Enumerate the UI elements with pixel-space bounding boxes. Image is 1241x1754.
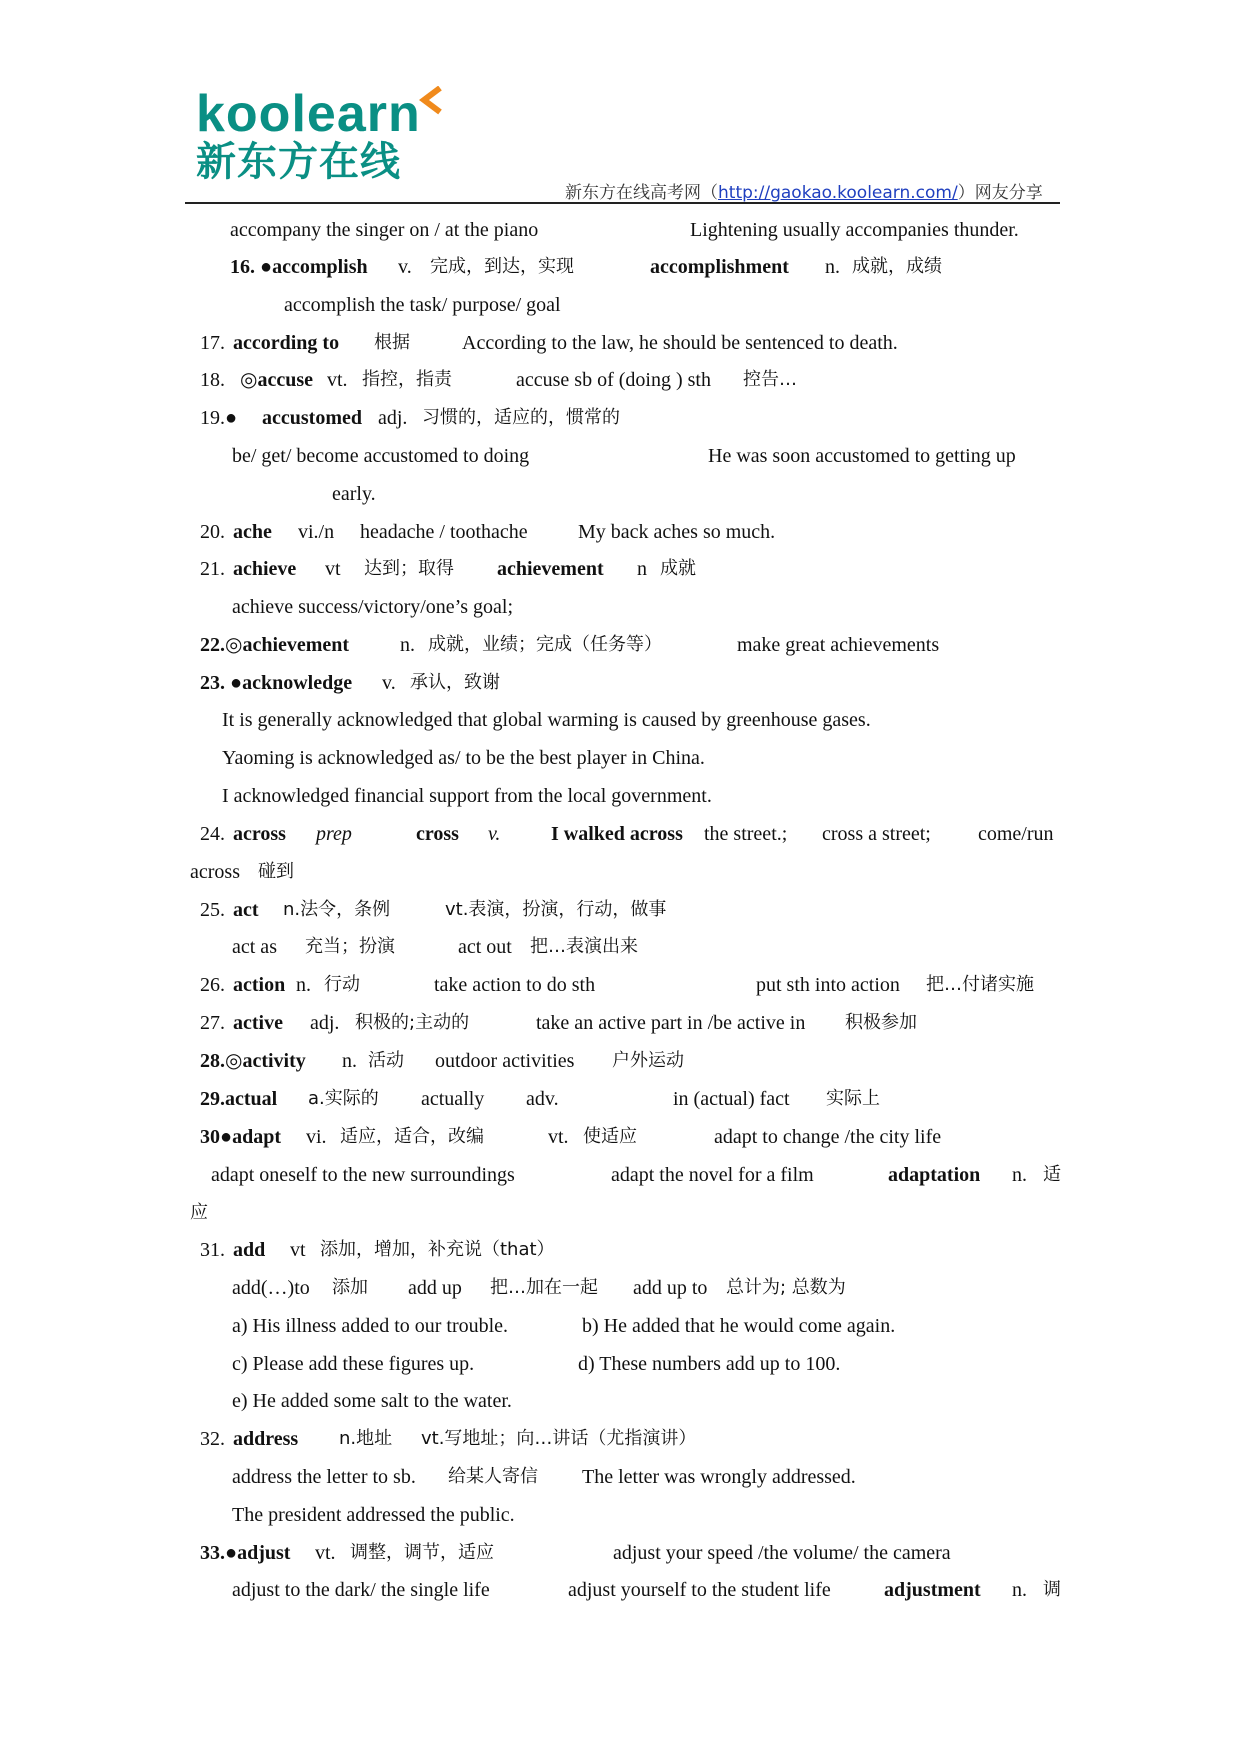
- entry-text: according to: [233, 332, 340, 354]
- entry-text: 适: [1043, 1164, 1061, 1185]
- entry-text: a.实际的: [308, 1088, 379, 1109]
- entry-text: 29.actual: [200, 1088, 278, 1110]
- entry-text: adjust to the dark/ the single life: [232, 1579, 490, 1601]
- entry-text: 25.: [200, 899, 225, 921]
- entry-text: 户外运动: [612, 1050, 684, 1071]
- entry-text: c) Please add these figures up.: [232, 1353, 475, 1375]
- entry-text: 行动: [324, 974, 360, 995]
- logo-chevron-icon: [414, 86, 444, 116]
- entry-text: accomplish the task/ purpose/ goal: [284, 294, 561, 316]
- entry-text: achieve success/victory/one’s goal;: [232, 596, 514, 618]
- entry-text: Yaoming is acknowledged as/ to be the best player in China.: [222, 747, 705, 769]
- entry-text: vi.: [306, 1126, 327, 1148]
- entry-text: According to the law, he should be sentenced to death.: [462, 332, 898, 354]
- entry-text: 达到；取得: [364, 558, 454, 579]
- entry-text: n: [637, 558, 647, 580]
- entry-text: 23. ●acknowledge: [200, 672, 353, 694]
- entry-text: adj.: [310, 1012, 340, 1034]
- header-note: [565, 178, 1043, 203]
- entry-text: 总计为; 总数为: [726, 1277, 846, 1298]
- entry-text: 18.: [200, 369, 225, 391]
- entry-text: vt: [325, 558, 341, 580]
- entry-text: 活动: [368, 1050, 404, 1071]
- entry-text: adjust yourself to the student life: [568, 1579, 831, 1601]
- entry-text: adjustment: [884, 1579, 981, 1601]
- entry-text: cross a street;: [822, 823, 931, 845]
- entry-text: act as: [232, 936, 277, 958]
- entry-text: 调整，调节，适应: [350, 1542, 494, 1563]
- entry-text: n.: [1012, 1579, 1027, 1601]
- entry-text: I walked across: [551, 823, 683, 845]
- entry-text: 习惯的，适应的，惯常的: [422, 407, 620, 428]
- entry-text: outdoor activities: [435, 1050, 575, 1072]
- entry-text: n.: [400, 634, 415, 656]
- entry-text: be/ get/ become accustomed to doing: [232, 445, 530, 467]
- header-note-prefix: 新东方在线高考网（: [565, 183, 718, 203]
- entry-text: come/run: [978, 823, 1054, 845]
- entry-text: 指控，指责: [362, 369, 452, 390]
- entry-text: vt.: [315, 1542, 336, 1564]
- entry-text: vt.: [327, 369, 348, 391]
- entry-text: vt.写地址；向…讲话（尤指演讲）: [421, 1428, 697, 1449]
- entry-text: accuse sb of (doing ) sth: [516, 369, 711, 391]
- entry-text: 19.●: [200, 407, 238, 429]
- entry-text: The president addressed the public.: [232, 1504, 515, 1526]
- entry-text: n.: [342, 1050, 357, 1072]
- entry-text: 控告…: [743, 369, 797, 390]
- entry-text: accompany the singer on / at the piano: [230, 219, 539, 241]
- entry-text: n.地址: [339, 1428, 393, 1449]
- entry-text: the street.;: [704, 823, 788, 845]
- header-link[interactable]: http://gaokao.koolearn.com/: [718, 183, 958, 203]
- entry-text: ◎accuse: [240, 369, 313, 391]
- entry-text: adjust your speed /the volume/ the camera: [613, 1542, 951, 1564]
- entry-text: adaptation: [888, 1164, 981, 1186]
- entry-text: active: [233, 1012, 283, 1034]
- entry-text: 28.◎activity: [200, 1050, 306, 1072]
- entry-text: 适应，适合，改编: [340, 1126, 484, 1147]
- entry-text: 实际上: [826, 1088, 880, 1109]
- entry-text: prep: [316, 823, 352, 845]
- entry-text: headache / toothache: [360, 521, 528, 543]
- entry-text: 21.: [200, 558, 225, 580]
- entry-text: address the letter to sb.: [232, 1466, 416, 1488]
- entry-text: n.法令，条例: [283, 899, 391, 920]
- entry-text: early.: [332, 483, 376, 505]
- entry-text: 调: [1043, 1579, 1061, 1600]
- entry-text: add up: [408, 1277, 462, 1299]
- entry-text: 成就，业绩；完成（任务等）: [428, 634, 662, 655]
- entry-text: 完成，到达，实现: [430, 256, 574, 277]
- entry-text: n.: [1012, 1164, 1027, 1186]
- entry-text: in (actual) fact: [673, 1088, 790, 1110]
- header-note-suffix: ）网友分享: [957, 183, 1043, 203]
- entry-text: adv.: [526, 1088, 559, 1110]
- koolearn-logo: [196, 85, 421, 185]
- entry-text: adapt oneself to the new surroundings: [211, 1164, 515, 1186]
- entry-text: 把…加在一起: [490, 1277, 598, 1298]
- entry-text: 添加: [332, 1277, 368, 1298]
- entry-text: act out: [458, 936, 512, 958]
- entry-text: a) His illness added to our trouble.: [232, 1315, 509, 1337]
- entry-text: 承认，致谢: [410, 672, 500, 693]
- entry-text: 33.●adjust: [200, 1542, 291, 1564]
- entry-text: vt.表演，扮演，行动，做事: [445, 899, 667, 920]
- entry-text: achievement: [497, 558, 604, 580]
- entry-text: 17.: [200, 332, 225, 354]
- entry-text: actually: [421, 1088, 485, 1110]
- entry-text: 27.: [200, 1012, 225, 1034]
- logo-text-en: koolearn: [196, 85, 421, 143]
- entry-text: address: [233, 1428, 299, 1450]
- entry-text: 26.: [200, 974, 225, 996]
- entry-text: action: [233, 974, 286, 996]
- entry-text: 把…表演出来: [530, 936, 638, 957]
- entry-text: v.: [488, 823, 501, 845]
- entry-text: take action to do sth: [434, 974, 596, 996]
- entry-text: 成就: [660, 558, 696, 579]
- entry-text: 碰到: [258, 861, 294, 882]
- entry-text: 16. ●accomplish: [230, 256, 368, 278]
- entry-text: 22.◎achievement: [200, 634, 350, 656]
- entry-text: 积极的;主动的: [355, 1012, 470, 1033]
- entry-text: act: [233, 899, 259, 921]
- entry-text: 24.: [200, 823, 225, 845]
- entry-text: 充当；扮演: [305, 936, 395, 957]
- entry-text: ache: [233, 521, 272, 543]
- entry-text: 应: [190, 1202, 208, 1223]
- entry-text: I acknowledged financial support from the local government.: [222, 785, 712, 807]
- entry-text: across: [233, 823, 286, 845]
- entry-text: add: [233, 1239, 266, 1261]
- entry-text: n.: [825, 256, 840, 278]
- entry-text: He was soon accustomed to getting up: [708, 445, 1016, 467]
- entry-text: 成就，成绩: [852, 256, 942, 277]
- entry-text: vi./n: [298, 521, 335, 543]
- entry-text: adapt the novel for a film: [611, 1164, 814, 1186]
- entry-text: It is generally acknowledged that global warming is caused by greenhouse gases.: [222, 709, 871, 731]
- entry-text: 添加，增加，补充说（that）: [320, 1239, 555, 1260]
- entry-text: make great achievements: [737, 634, 940, 656]
- entry-text: accomplishment: [650, 256, 789, 278]
- entry-text: across: [190, 861, 240, 883]
- entry-text: vt.: [548, 1126, 569, 1148]
- logo-text-cn: 新东方在线: [196, 139, 401, 185]
- entry-text: accustomed: [262, 407, 362, 429]
- entry-text: adj.: [378, 407, 408, 429]
- entry-text: achieve: [233, 558, 297, 580]
- entry-text: 20.: [200, 521, 225, 543]
- entry-text: add(…)to: [232, 1277, 310, 1299]
- entry-text: put sth into action: [756, 974, 900, 996]
- entry-text: 把…付诸实施: [926, 974, 1034, 995]
- entry-text: 32.: [200, 1428, 225, 1450]
- entry-text: b) He added that he would come again.: [582, 1315, 896, 1337]
- entry-text: d) These numbers add up to 100.: [578, 1353, 841, 1375]
- entry-text: v.: [398, 256, 412, 278]
- entry-text: 根据: [374, 332, 410, 353]
- entry-text: vt: [290, 1239, 306, 1261]
- entry-text: v.: [382, 672, 396, 694]
- entry-text: take an active part in /be active in: [536, 1012, 806, 1034]
- entry-text: The letter was wrongly addressed.: [582, 1466, 856, 1488]
- entry-text: Lightening usually accompanies thunder.: [690, 219, 1019, 241]
- entry-text: e) He added some salt to the water.: [232, 1390, 512, 1412]
- entry-text: 积极参加: [845, 1012, 917, 1033]
- entry-text: 给某人寄信: [448, 1466, 538, 1487]
- entry-text: 31.: [200, 1239, 225, 1261]
- entry-text: adapt to change /the city life: [714, 1126, 942, 1148]
- entry-text: My back aches so much.: [578, 521, 776, 543]
- entry-text: cross: [416, 823, 459, 845]
- header-divider: [185, 202, 1060, 204]
- entry-text: add up to: [633, 1277, 708, 1299]
- entry-text: n.: [296, 974, 311, 996]
- entry-text: 30●adapt: [200, 1126, 281, 1148]
- entry-text: 使适应: [583, 1126, 637, 1147]
